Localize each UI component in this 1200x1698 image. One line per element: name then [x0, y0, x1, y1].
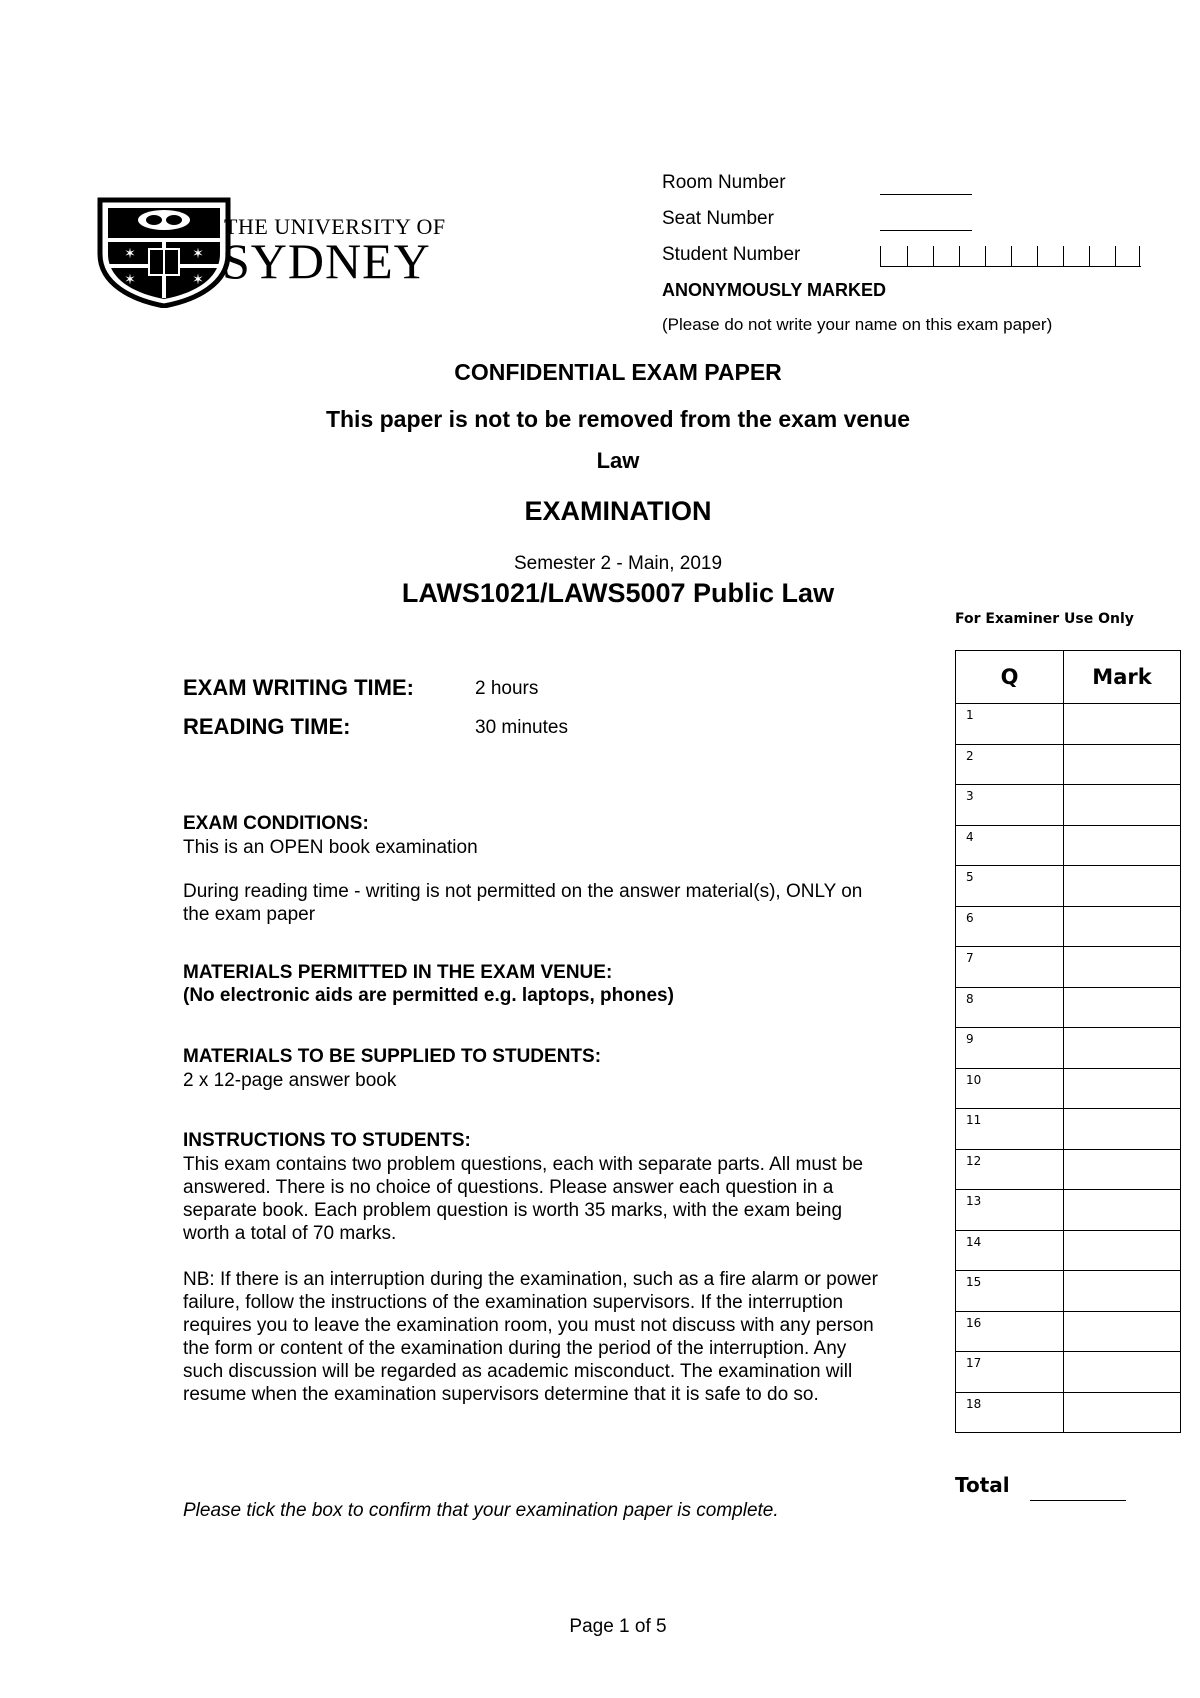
marks-row [956, 1149, 1181, 1190]
instructions-title: INSTRUCTIONS TO STUDENTS: [183, 1130, 471, 1151]
mark-cell[interactable] [1064, 1230, 1181, 1271]
question-number-cell: 11 [956, 1109, 1064, 1150]
not-removed-heading: This paper is not to be removed from the exam venue [325, 406, 911, 432]
svg-text:✶: ✶ [124, 246, 136, 262]
marks-row [956, 906, 1181, 947]
mark-cell[interactable] [1064, 785, 1181, 826]
reading-time-label: READING TIME: [183, 714, 351, 739]
room-number-label: Room Number [662, 172, 786, 193]
mark-cell[interactable] [1064, 987, 1181, 1028]
anonymous-note: (Please do not write your name on this exam paper) [662, 315, 1053, 334]
mark-cell[interactable] [1064, 1311, 1181, 1352]
marks-row [956, 744, 1181, 785]
student-number-label: Student Number [662, 244, 801, 265]
question-number-cell: 15 [956, 1271, 1064, 1312]
exam-conditions-line1: This is an OPEN book examination [183, 837, 478, 858]
question-number-cell: 12 [956, 1149, 1064, 1190]
student-number-field[interactable] [880, 246, 1141, 267]
room-number-field[interactable] [880, 194, 972, 195]
reading-time-value: 30 minutes [475, 717, 568, 738]
mark-cell[interactable] [1064, 1271, 1181, 1312]
svg-text:✶: ✶ [124, 272, 136, 288]
question-number-cell: 10 [956, 1068, 1064, 1109]
column-header-q: Q [956, 651, 1064, 704]
marks-row [956, 1392, 1181, 1433]
question-number-cell: 1 [956, 704, 1064, 745]
exam-conditions-line2b: the exam paper [183, 904, 316, 925]
svg-text:✶: ✶ [192, 246, 204, 262]
total-label: Total [955, 1473, 1010, 1497]
question-number-cell: 5 [956, 866, 1064, 907]
materials-permitted-note: (No electronic aids are permitted e.g. laptops, phones) [183, 985, 674, 1006]
mark-cell[interactable] [1064, 947, 1181, 988]
marks-row [956, 1109, 1181, 1150]
mark-cell[interactable] [1064, 1109, 1181, 1150]
instructions-line: separate book. Each problem question is worth 35 marks, with the exam being [183, 1200, 843, 1221]
question-number-cell: 6 [956, 906, 1064, 947]
mark-cell[interactable] [1064, 1149, 1181, 1190]
examiner-use-caption: For Examiner Use Only [955, 611, 1134, 627]
mark-cell[interactable] [1064, 1068, 1181, 1109]
question-number-cell: 18 [956, 1392, 1064, 1433]
question-number-cell: 3 [956, 785, 1064, 826]
exam-conditions-title: EXAM CONDITIONS: [183, 813, 369, 834]
nb-line: failure, follow the instructions of the examination supervisors. If the interruption [183, 1292, 844, 1313]
logo-text-sydney: SYDNEY [222, 233, 431, 289]
question-number-cell: 7 [956, 947, 1064, 988]
mark-cell[interactable] [1064, 704, 1181, 745]
semester-text: Semester 2 - Main, 2019 [513, 553, 723, 574]
question-number-cell: 13 [956, 1190, 1064, 1231]
mark-cell[interactable] [1064, 866, 1181, 907]
mark-cell[interactable] [1064, 825, 1181, 866]
svg-text:✶: ✶ [192, 272, 204, 288]
nb-line: the form or content of the examination during the period of the interruption. Any [183, 1338, 847, 1359]
question-number-cell: 14 [956, 1230, 1064, 1271]
writing-time-label: EXAM WRITING TIME: [183, 675, 414, 700]
marks-row [956, 866, 1181, 907]
exam-type-heading: EXAMINATION [524, 496, 712, 526]
marks-row [956, 704, 1181, 745]
nb-line: such discussion will be regarded as academic misconduct. The examination will [183, 1361, 853, 1382]
materials-supplied-title: MATERIALS TO BE SUPPLIED TO STUDENTS: [183, 1046, 602, 1067]
materials-supplied-value: 2 x 12-page answer book [183, 1070, 397, 1091]
unit-title: LAWS1021/LAWS5007 Public Law [401, 578, 835, 608]
exam-conditions-line2a: During reading time - writing is not permitted on the answer material(s), ONLY on [183, 881, 863, 902]
nb-line: NB: If there is an interruption during the examination, such as a fire alarm or power [183, 1269, 878, 1290]
nb-line: requires you to leave the examination room, you must not discuss with any person [183, 1315, 874, 1336]
mark-cell[interactable] [1064, 1392, 1181, 1433]
mark-cell[interactable] [1064, 1352, 1181, 1393]
marks-row [956, 825, 1181, 866]
marks-row [956, 987, 1181, 1028]
mark-cell[interactable] [1064, 1028, 1181, 1069]
question-number-cell: 16 [956, 1311, 1064, 1352]
examiner-marks-table [955, 650, 1181, 1433]
instructions-line: answered. There is no choice of questions. Please answer each question in a [183, 1177, 834, 1198]
marks-row [956, 1028, 1181, 1069]
logo-text-university-of: THE UNIVERSITY OF [224, 214, 446, 239]
marks-row [956, 947, 1181, 988]
column-header-mark: Mark [1064, 651, 1181, 704]
mark-cell[interactable] [1064, 906, 1181, 947]
question-number-cell: 17 [956, 1352, 1064, 1393]
mark-cell[interactable] [1064, 744, 1181, 785]
materials-permitted-title: MATERIALS PERMITTED IN THE EXAM VENUE: [183, 962, 613, 983]
marks-row [956, 1271, 1181, 1312]
instructions-line: This exam contains two problem questions, each with separate parts. All must be [183, 1154, 864, 1175]
writing-time-value: 2 hours [475, 678, 539, 699]
page-number: Page 1 of 5 [569, 1616, 667, 1637]
total-field[interactable] [1030, 1500, 1126, 1501]
question-number-cell: 8 [956, 987, 1064, 1028]
marks-row [956, 1352, 1181, 1393]
question-number-cell: 4 [956, 825, 1064, 866]
marks-row [956, 785, 1181, 826]
confidential-heading: CONFIDENTIAL EXAM PAPER [454, 359, 782, 385]
seat-number-field[interactable] [880, 230, 972, 231]
faculty-heading: Law [596, 448, 640, 473]
anonymously-marked: ANONYMOUSLY MARKED [662, 280, 887, 300]
mark-cell[interactable] [1064, 1190, 1181, 1231]
question-number-cell: 2 [956, 744, 1064, 785]
instructions-line: worth a total of 70 marks. [183, 1223, 397, 1244]
tick-confirm-text: Please tick the box to confirm that your examination paper is complete. [183, 1500, 779, 1521]
question-number-cell: 9 [956, 1028, 1064, 1069]
marks-row [956, 1068, 1181, 1109]
marks-row [956, 1230, 1181, 1271]
marks-row [956, 1190, 1181, 1231]
nb-line: resume when the examination supervisors determine that it is safe to do so. [183, 1384, 819, 1405]
seat-number-label: Seat Number [662, 208, 774, 229]
marks-row [956, 1311, 1181, 1352]
